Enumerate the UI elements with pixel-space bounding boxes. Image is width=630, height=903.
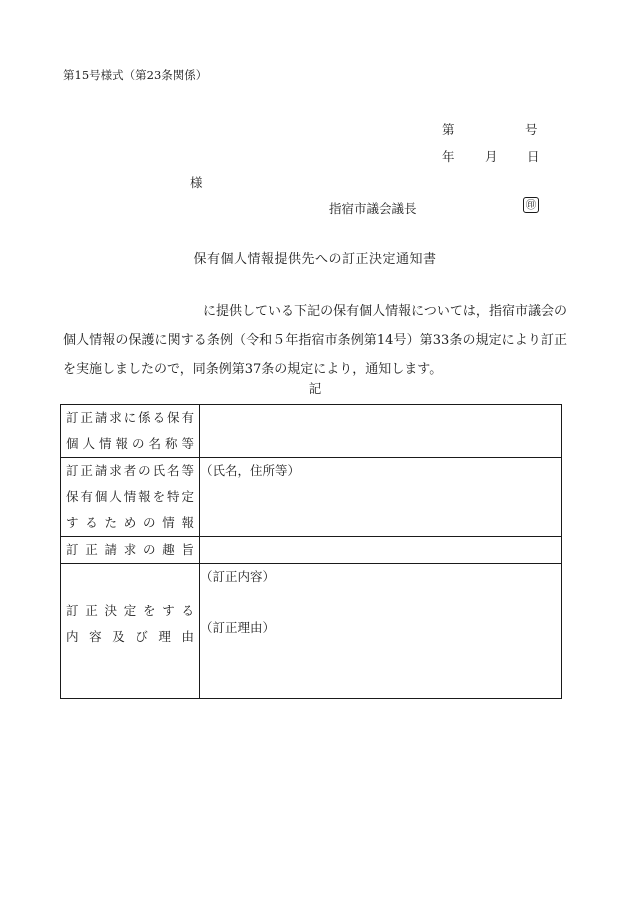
label-line: 訂正請求者の氏名等 [66, 463, 194, 478]
details-table [60, 404, 562, 699]
seal-icon: ㊞ [523, 197, 539, 213]
row-value-purpose [200, 537, 562, 564]
body-paragraph: に提供している下記の保有個人情報については，指宿市議会の個人情報の保護に関する条例（令和５年指宿市条例第14号）第33条の規定により訂正を実施しましたので，同条例第37条の規定により，通知します。 [63, 304, 567, 377]
form-number: 第15号様式（第23条関係） [63, 68, 208, 82]
correction-reason-label: （訂正理由） [200, 620, 276, 635]
number-prefix: 第 [442, 122, 455, 137]
document-title: 保有個人情報提供先への訂正決定通知書 [193, 252, 437, 267]
row-label-decision [61, 564, 200, 699]
label-line: 個人情報の名称等 [66, 436, 194, 451]
number-suffix: 号 [525, 122, 538, 137]
table-row-decision [61, 564, 562, 699]
correction-content-label: （訂正内容） [200, 569, 276, 584]
row-label-requester [61, 458, 200, 537]
label-line: 保有個人情報を特定 [66, 489, 194, 504]
requester-placeholder: （氏名，住所等） [200, 463, 301, 478]
day-label: 日 [527, 149, 540, 164]
month-label: 月 [485, 149, 498, 164]
row-value-requester [200, 458, 562, 537]
table-row-item-name [61, 405, 562, 458]
label-line: 内容及び理由 [66, 629, 194, 644]
label-line: 訂正決定をする [66, 603, 194, 618]
table-row-purpose [61, 537, 562, 564]
ki-heading: 記 [308, 381, 322, 396]
sender-name: 指宿市議会議長 [329, 201, 417, 216]
year-label: 年 [442, 149, 455, 164]
row-value-decision [200, 564, 562, 699]
label-line: 訂正請求の趣旨 [66, 542, 194, 557]
label-line: するための情報 [66, 515, 194, 530]
row-label-item-name [61, 405, 200, 458]
label-line: 訂正請求に係る保有 [66, 410, 194, 425]
body-text [63, 297, 567, 384]
table-row-requester [61, 458, 562, 537]
row-value-item-name [200, 405, 562, 458]
row-label-purpose [61, 537, 200, 564]
recipient-honorific: 様 [190, 175, 203, 190]
